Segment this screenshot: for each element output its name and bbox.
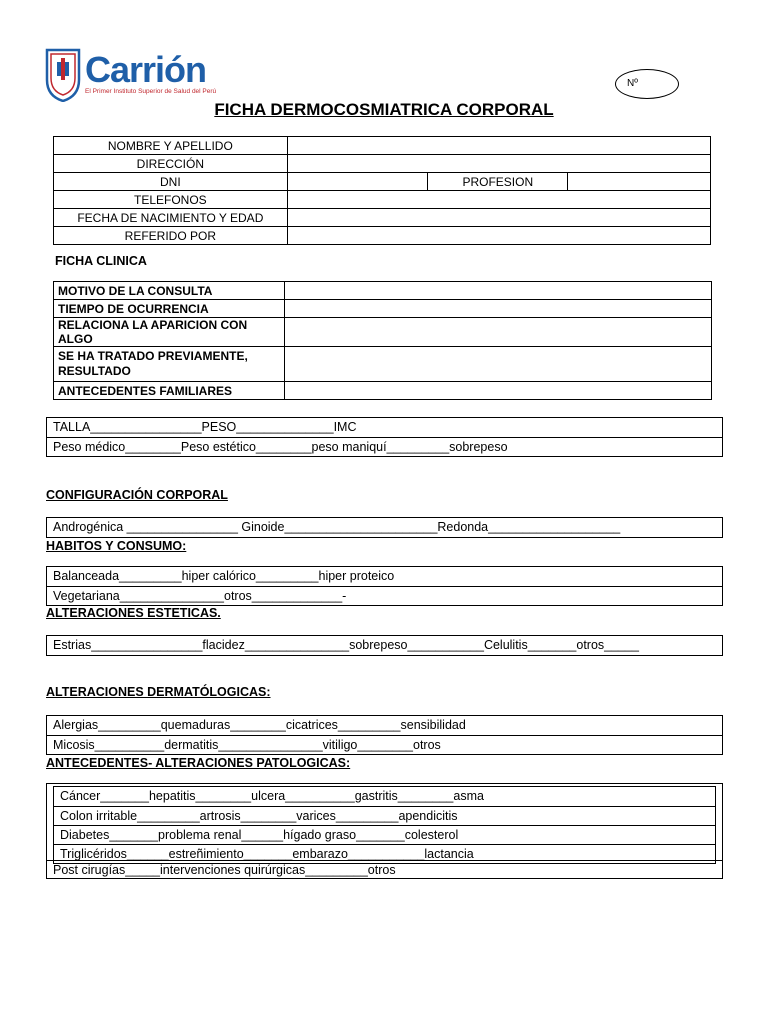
relaciona-field[interactable]	[284, 318, 711, 347]
peso-types-line[interactable]: Peso médico________Peso estético________peso maniquí_________sobrepeso	[47, 437, 722, 456]
table-row	[54, 300, 712, 318]
esteticas-heading: ALTERACIONES ESTETICAS.	[46, 606, 221, 620]
label-relaciona: RELACIONA LA APARICION CON ALGO	[54, 318, 285, 347]
form-number-field[interactable]	[615, 69, 679, 99]
label-fecha-nacimiento: FECHA DE NACIMIENTO Y EDAD	[54, 209, 288, 227]
patologicas-line-2[interactable]: Colon irritable_________artrosis________varices_________apendicitis	[54, 806, 715, 825]
habitos-heading: HABITOS Y CONSUMO:	[46, 539, 187, 553]
measures-box	[46, 417, 723, 457]
dermatologicas-box	[46, 715, 723, 755]
antecedentes-field[interactable]	[284, 382, 711, 400]
label-dni: DNI	[54, 173, 288, 191]
talla-peso-line[interactable]: TALLA________________PESO______________IMC	[53, 420, 357, 434]
configuracion-line[interactable]: Androgénica ________________ Ginoide______________________Redonda___________________	[53, 520, 621, 534]
patologicas-box	[46, 783, 723, 879]
label-profesion: PROFESION	[428, 173, 568, 191]
shield-emblem-icon	[45, 48, 81, 102]
direccion-field[interactable]	[287, 155, 710, 173]
table-row	[54, 382, 712, 400]
clinical-table	[53, 281, 712, 400]
tiempo-field[interactable]	[284, 300, 711, 318]
dermatologicas-line-2[interactable]: Micosis__________dermatitis_______________vitiligo________otros	[47, 735, 722, 754]
page-title: FICHA DERMOCOSMIATRICA CORPORAL	[214, 100, 554, 119]
ficha-clinica-heading: FICHA CLINICA	[55, 254, 147, 268]
nombre-field[interactable]	[287, 137, 710, 155]
habitos-line-2[interactable]: Vegetariana_______________otros_____________-	[47, 586, 722, 605]
patologicas-line-5[interactable]: Post cirugías_____intervenciones quirúrgicas_________otros	[47, 860, 722, 879]
table-row	[54, 318, 712, 347]
label-tratado: SE HA TRATADO PREVIAMENTE, RESULTADO	[54, 347, 285, 382]
dni-field[interactable]	[287, 173, 428, 191]
table-row	[54, 347, 712, 382]
logo-name: Carrión	[85, 49, 207, 90]
patologicas-line-3[interactable]: Diabetes_______problema renal______hígado graso_______colesterol	[54, 825, 715, 844]
telefonos-field[interactable]	[287, 191, 710, 209]
referido-field[interactable]	[287, 227, 710, 245]
label-nombre: NOMBRE Y APELLIDO	[54, 137, 288, 155]
table-row	[54, 155, 711, 173]
habitos-box	[46, 566, 723, 606]
patologicas-heading: ANTECEDENTES- ALTERACIONES PATOLOGICAS:	[46, 756, 351, 770]
fecha-nacimiento-field[interactable]	[287, 209, 710, 227]
table-row	[54, 191, 711, 209]
table-row	[54, 209, 711, 227]
table-row	[54, 282, 712, 300]
personal-data-table	[53, 136, 711, 245]
label-tiempo: TIEMPO DE OCURRENCIA	[54, 300, 285, 318]
patologicas-line-4[interactable]: Triglicéridos______estreñimiento_______embarazo___________lactancia	[54, 844, 715, 863]
label-antecedentes: ANTECEDENTES FAMILIARES	[54, 382, 285, 400]
table-row	[54, 137, 711, 155]
table-row	[54, 227, 711, 245]
tratado-field[interactable]	[284, 347, 711, 382]
label-motivo: MOTIVO DE LA CONSULTA	[54, 282, 285, 300]
profesion-field[interactable]	[568, 173, 711, 191]
dermatologicas-heading: ALTERACIONES DERMATÓLOGICAS:	[46, 685, 271, 699]
institute-logo	[45, 48, 217, 104]
table-row	[54, 173, 711, 191]
patologicas-inner-box	[53, 786, 716, 864]
logo-tagline: El Primer Instituto Superior de Salud del Perú	[85, 88, 217, 95]
configuracion-heading: CONFIGURACIÓN CORPORAL	[46, 488, 228, 502]
configuracion-box	[46, 517, 723, 538]
esteticas-line[interactable]: Estrias________________flacidez_______________sobrepeso___________Celulitis_______otros_____	[53, 638, 639, 652]
label-telefonos: TELEFONOS	[54, 191, 288, 209]
number-label: Nº	[627, 78, 638, 89]
label-direccion: DIRECCIÓN	[54, 155, 288, 173]
label-referido: REFERIDO POR	[54, 227, 288, 245]
habitos-line-1[interactable]: Balanceada_________hiper calórico_________hiper proteico	[53, 569, 395, 583]
esteticas-box	[46, 635, 723, 656]
dermatologicas-line-1[interactable]: Alergias_________quemaduras________cicatrices_________sensibilidad	[53, 718, 466, 732]
patologicas-line-1[interactable]: Cáncer_______hepatitis________ulcera__________gastritis________asma	[60, 789, 484, 803]
motivo-field[interactable]	[284, 282, 711, 300]
